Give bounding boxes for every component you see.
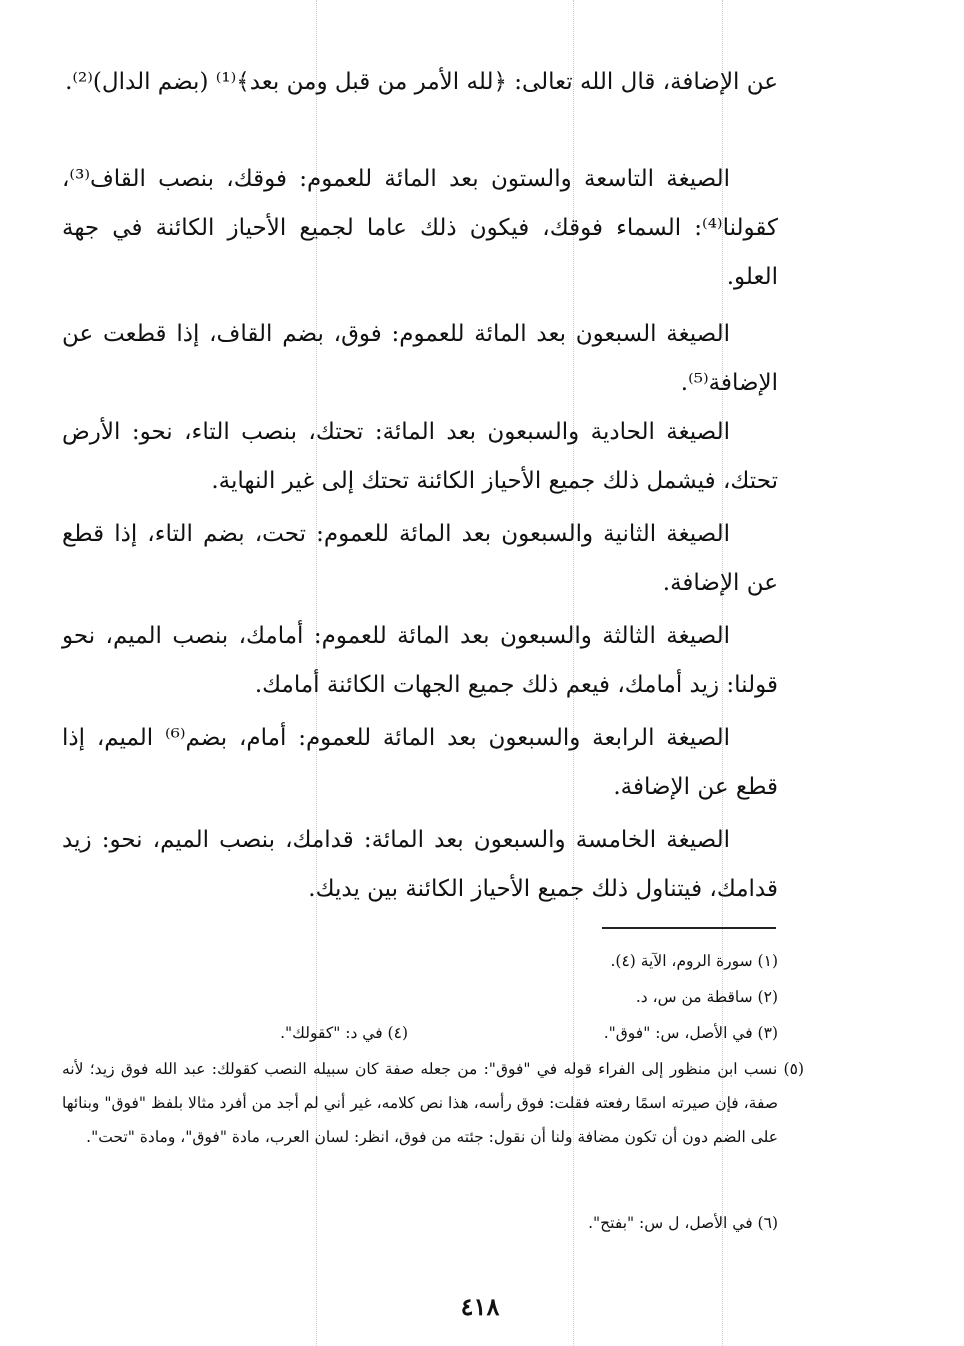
footnote: (٤) في د: "كقولك".: [280, 1024, 408, 1042]
footnote-row: [62, 1016, 778, 1050]
footnote-separator: [602, 927, 776, 929]
footnote: (٣) في الأصل، س: "فوق".: [603, 1024, 778, 1042]
footnote: (١) سورة الروم، الآية (٤).: [610, 952, 778, 970]
paragraph: الصيغة الخامسة والسبعون بعد المائة: قدامك، بنصب الميم، نحو: زيد قدامك، فيتناول ذلك جميع الأحياز الكائنة بين يديك.: [62, 827, 778, 902]
paragraph: الصيغة التاسعة والستون بعد المائة للعموم: فوقك، بنصب القاف⁽³⁾، كقولنا⁽⁴⁾: السماء فوقك، فيكون ذلك عاما لجميع الأحياز الكائنة في جهة العلو.: [62, 166, 778, 290]
page-number: ٤١٨: [460, 1292, 500, 1321]
footnote: (٢) ساقطة من س، د.: [635, 988, 778, 1006]
paragraph: الصيغة الحادية والسبعون بعد المائة: تحتك، بنصب التاء، نحو: الأرض تحتك، فيشمل ذلك جميع الأحياز الكائنة تحتك إلى غير النهاية.: [62, 419, 778, 494]
paragraph: عن الإضافة، قال الله تعالى: ﴿لله الأمر من قبل ومن بعد﴾⁽¹⁾ (بضم الدال)⁽²⁾.: [65, 69, 778, 95]
footnote: (٥) نسب ابن منظور إلى الفراء قوله في "فوق": من جعله صفة كان سبيله النصب كقولك: عبد الله فوق زيد؛ لأنه صفة، فإن صيرته اسمًا رفعته فقلت: فوق رأسه، هذا نص كلامه، غير أني لم أجد من أفرد مثالا بلفظ "فوق" وبنائها على الضم دون أن تكون مضافة ولنا أن نقول: جئته من فوق، انظر: لسان العرب، مادة "فوق"، ومادة "تحت".: [62, 1060, 804, 1146]
paragraph: الصيغة الرابعة والسبعون بعد المائة للعموم: أمام، بضم⁽⁶⁾ الميم، إذا قطع عن الإضافة.: [62, 725, 778, 800]
paragraph: الصيغة الثالثة والسبعون بعد المائة للعموم: أمامك، بنصب الميم، نحو قولنا: زيد أمامك، فيعم ذلك جميع الجهات الكائنة أمامك.: [62, 623, 778, 698]
footnote: (٦) في الأصل، ل س: "بفتح".: [588, 1214, 778, 1232]
paragraph: الصيغة الثانية والسبعون بعد المائة للعموم: تحت، بضم التاء، إذا قطع عن الإضافة.: [62, 521, 778, 596]
paragraph: الصيغة السبعون بعد المائة للعموم: فوق، بضم القاف، إذا قطعت عن الإضافة⁽⁵⁾.: [62, 321, 778, 396]
